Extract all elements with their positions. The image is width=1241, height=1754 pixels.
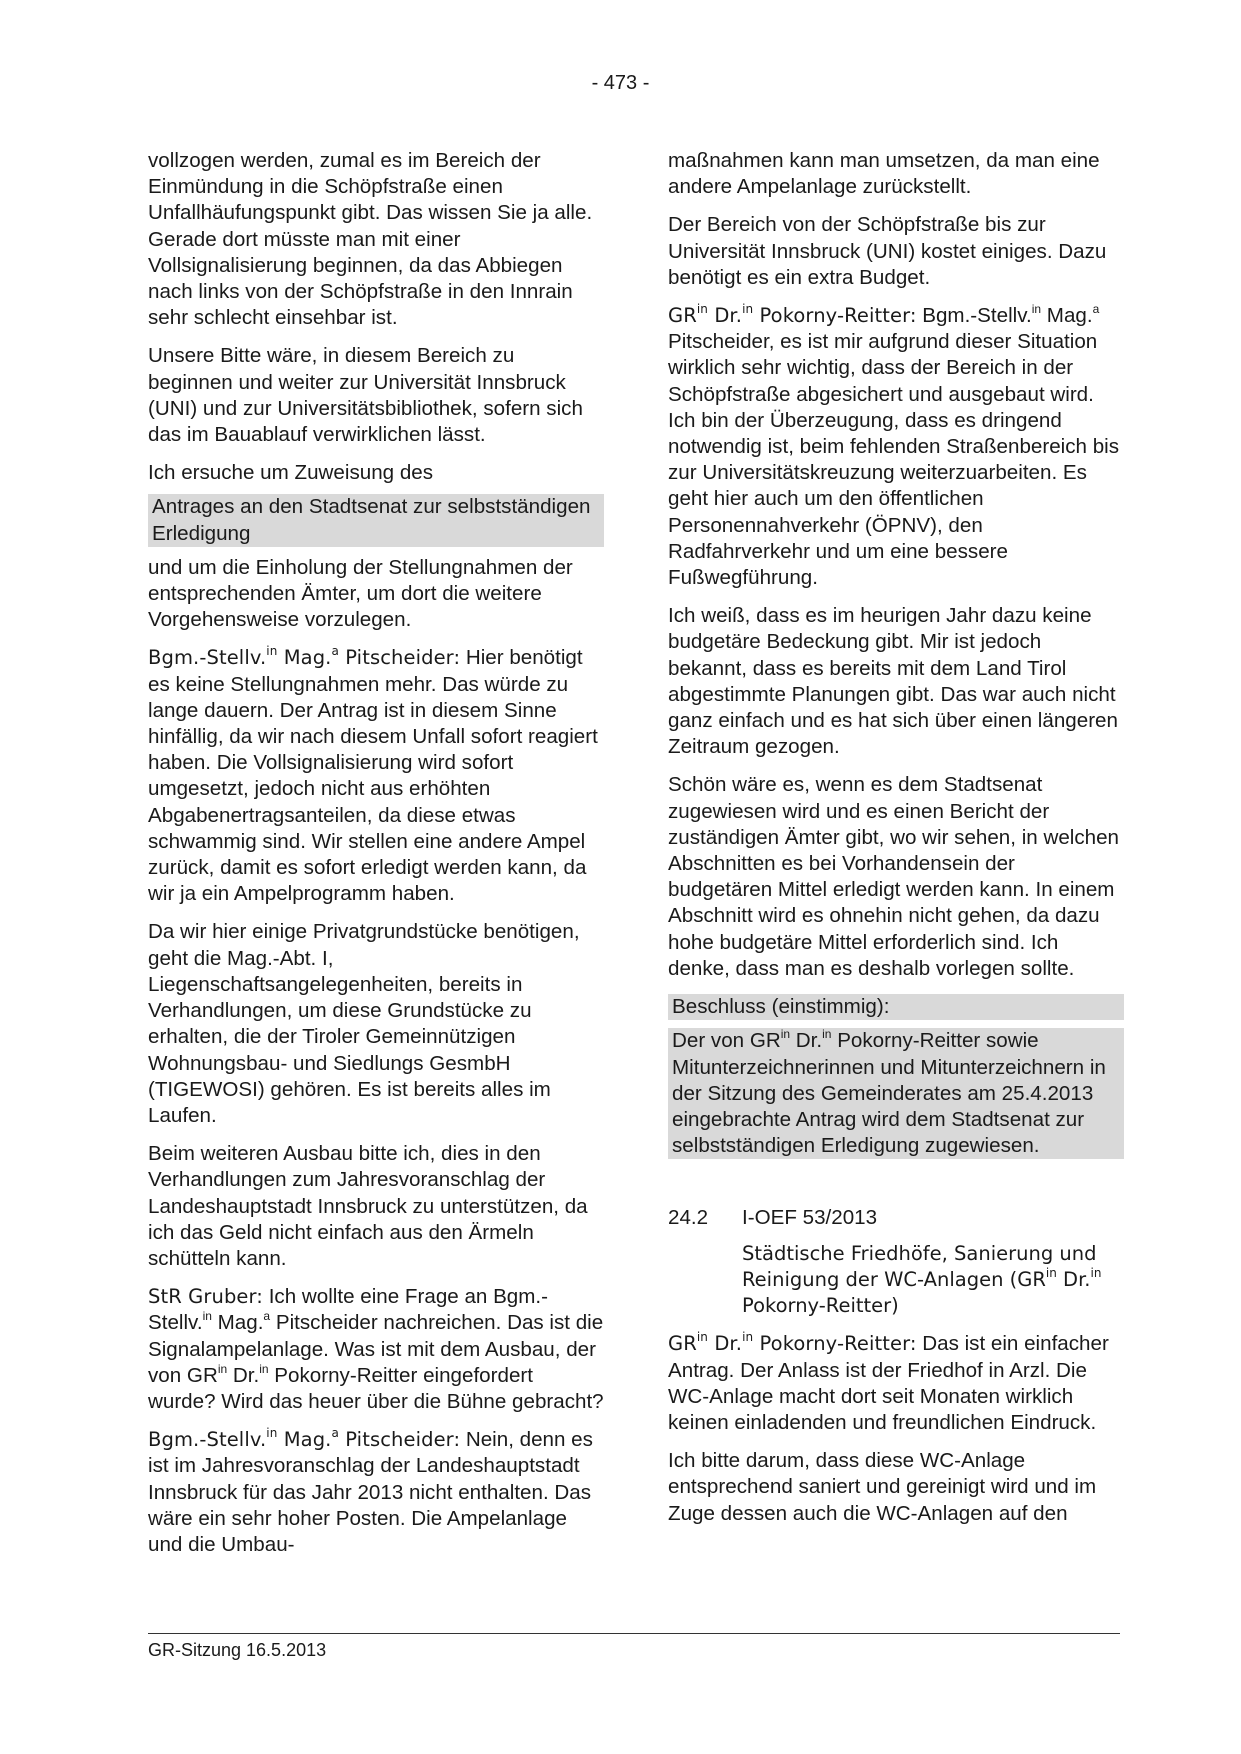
paragraph: maßnahmen kann man umsetzen, da man eine andere Ampelanlage zurückstellt.	[668, 149, 1100, 199]
page-number: - 473 -	[591, 72, 650, 94]
paragraph: Ich bitte darum, dass diese WC-Anlage entsprechend saniert und gereinigt wird und im Zuge dessen auch die WC-Anlagen auf den	[668, 1449, 1097, 1525]
speaker-name: Bgm.-Stellv.$^{in}$ Mag.$^a$ Pitscheider:	[148, 1426, 461, 1452]
agenda-title: Städtische Friedhöfe, Sanierung und Reinigung der WC-Anlagen ($GR^{in}$ Dr.$^{in}$ Pokorny-Reitter)	[742, 1242, 1102, 1318]
agenda-heading	[668, 1205, 1124, 1231]
paragraph: Unsere Bitte wäre, in diesem Bereich zu beginnen und weiter zur Universität Innsbruck (UNI) und zur Universitätsbibliothek, sofern sich das im Bauablauf verwirklichen lässt.	[148, 344, 583, 447]
speech-paragraph: $GR^{in}$ Dr.$^{in}$ Pokorny-Reitter: Das ist ein einfacher Antrag. Der Anlass ist der Friedhof in Arzl. Die WC-Anlage macht dort seit Monaten wirklich keinen einladenden und freundlichen Eindruck.	[668, 1330, 1109, 1434]
speaker-name: Bgm.-Stellv.$^{in}$ Mag.$^a$ Pitscheider:	[148, 644, 461, 670]
paragraph: Der Bereich von der Schöpfstraße bis zur Universität Innsbruck (UNI) kostet einiges. Dazu benötigt es ein extra Budget.	[668, 213, 1107, 289]
paragraph: Ich weiß, dass es im heurigen Jahr dazu keine budgetäre Bedeckung gibt. Mir ist jedoch bekannt, dass es bereits mit dem Land Tirol abgestimmte Planungen gibt. Das war auch nicht ganz einfach und es hat sich über einen längeren Zeitraum gezogen.	[668, 604, 1118, 759]
paragraph: Beim weiteren Ausbau bitte ich, dies in den Verhandlungen zum Jahresvoranschlag der Landeshauptstadt Innsbruck zu unterstützen, da ich das Geld nicht einfach aus den Ärmeln schütteln kann.	[148, 1142, 588, 1270]
resolution-title: Beschluss (einstimmig):	[668, 994, 1124, 1020]
highlighted-request: Antrages an den Stadtsenat zur selbstständigen Erledigung	[148, 494, 604, 546]
agenda-code: I-OEF 53/2013	[742, 1206, 878, 1230]
paragraph: Schön wäre es, wenn es dem Stadtsenat zugewiesen wird und es einen Bericht der zuständigen Ämter gibt, wo wir sehen, in welchen Abschnitten es bei Vorhandensein der budgetären Mittel erledigt werden kann. In einem Abschnitt wird es ohnehin nicht gehen, da dazu hohe budgetäre Mittel erforderlich sind. Ich denke, dass man es deshalb vorlegen sollte.	[668, 773, 1120, 980]
speaker-name: $GR^{in}$ Dr.$^{in}$ Pokorny-Reitter:	[668, 1330, 917, 1356]
paragraph: vollzogen werden, zumal es im Bereich der Einmündung in die Schöpfstraße einen Unfallhäufungspunkt gibt. Das wissen Sie ja alle. Gerade dort müsste man mit einer Vollsignalisierung beginnen, da das Abbiegen nach links von der Schöpfstraße in den Innrain sehr schlecht einsehbar ist.	[148, 149, 593, 330]
right-column	[668, 148, 1124, 1539]
speech-paragraph: StR Gruber: Ich wollte eine Frage an Bgm.-Stellv.$^{in}$ Mag.$^a$ Pitscheider nachreichen. Das ist die Signalampelanlage. Was ist mit dem Ausbau, der von $GR^{in}$ Dr.$^{in}$ Pokorny-Reitter eingefordert wurde? Wird das heuer über die Bühne gebracht?	[148, 1285, 604, 1413]
paragraph: Da wir hier einige Privatgrundstücke benötigen, geht die Mag.-Abt. I, Liegenschaftsangelegenheiten, bereits in Verhandlungen, um diese Grundstücke zu erhalten, die der Tiroler Gemeinnützigen Wohnungsbau- und Siedlungs GesmbH (TIGEWOSI) gehören. Es ist bereits alles im Laufen.	[148, 920, 580, 1127]
agenda-item	[668, 1205, 1124, 1319]
speech-paragraph: Bgm.-Stellv.$^{in}$ Mag.$^a$ Pitscheider: Nein, denn es ist im Jahresvoranschlag der Landeshauptstadt Innsbruck für das Jahr 2013 nicht enthalten. Das wäre ein sehr hoher Posten. Die Ampelanlage und die Umbau-	[148, 1426, 593, 1556]
footer-session-date: GR-Sitzung 16.5.2013	[148, 1640, 327, 1660]
speaker-name: StR Gruber:	[148, 1285, 263, 1309]
left-column	[148, 148, 604, 1570]
speech-paragraph: $GR^{in}$ Dr.$^{in}$ Pokorny-Reitter: Bgm.-Stellv.$^{in}$ Mag.$^a$ Pitscheider, es ist mir aufgrund dieser Situation wirklich sehr wichtig, dass der Bereich in der Schöpfstraße abgesichert und ausgebaut wird. Ich bin der Überzeugung, dass es dringend notwendig ist, beim fehlenden Straßenbereich bis zur Universitätskreuzung weiterzuarbeiten. Es geht hier auch um den öffentlichen Personennahverkehr (ÖPNV), den Radfahrverkehr und um eine bessere Fußwegführung.	[668, 302, 1120, 590]
resolution-text: Der von $GR^{in}$ Dr.$^{in}$ Pokorny-Reitter sowie Mitunterzeichnerinnen und Mitunterzeichnern in der Sitzung des Gemeinderates am 25.4.2013 eingebrachte Antrag wird dem Stadtsenat zur selbstständigen Erledigung zugewiesen.	[668, 1028, 1124, 1159]
speaker-name: $GR^{in}$ Dr.$^{in}$ Pokorny-Reitter:	[668, 302, 917, 328]
paragraph: und um die Einholung der Stellungnahmen der entsprechenden Ämter, um dort die weitere Vorgehensweise vorzulegen.	[148, 555, 573, 632]
footer-divider	[148, 1633, 1120, 1634]
speech-paragraph: Bgm.-Stellv.$^{in}$ Mag.$^a$ Pitscheider: Hier benötigt es keine Stellungnahmen mehr. Das würde zu lange dauern. Der Antrag ist in diesem Sinne hinfällig, da wir nach diesem Unfall sofort reagiert haben. Die Vollsignalisierung wird sofort umgesetzt, jedoch nicht aus erhöhten Abgabenertragsanteilen, da diese etwas schwammig sind. Wir stellen eine andere Ampel zurück, damit es sofort erledigt werden kann, da wir ja ein Ampelprogramm haben.	[148, 644, 598, 906]
agenda-number: 24.2	[668, 1206, 709, 1230]
paragraph: Ich ersuche um Zuweisung des	[148, 461, 434, 485]
